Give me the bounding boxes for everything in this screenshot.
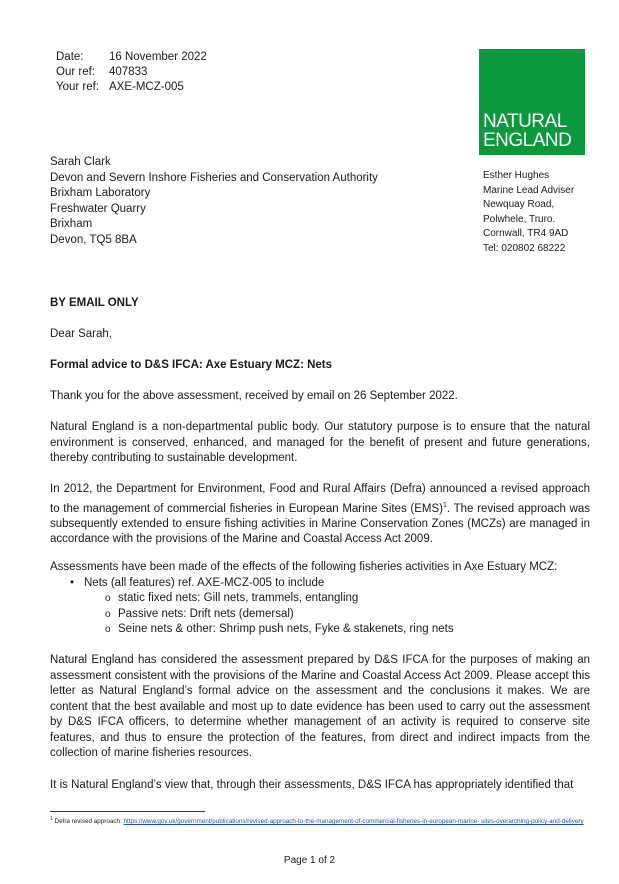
- recipient-line: Brixham Laboratory: [50, 187, 151, 200]
- date-value: 16 November 2022: [109, 51, 207, 63]
- sub-list: [84, 591, 590, 638]
- list-item: [50, 576, 590, 638]
- paragraph-1: Thank you for the above assessment, received by email on 26 September 2022.: [50, 390, 458, 402]
- paragraph-5: Natural England has considered the assessment prepared by D&S IFCA for the purposes of making an assessment consistent with the provisions of the Marine and Coastal Access Act 2009. Please accept this letter as Natural England’s formal advice on the assessment and the conclusions it makes. We are content that the best available and most up to date evidence has been used to carry out the assessment by D&S IFCA officers, to determine whether management of an activity is required to conserve site features, and thus to ensure the protection of the features, from direct and indirect impacts from the collection of marine fisheries resources.: [50, 654, 590, 759]
- footnote-number: 1: [50, 816, 53, 822]
- list-item: o Seine nets & other: Shrimp push nets, Fyke & stakenets, ring nets: [84, 622, 590, 638]
- sender-address: [483, 169, 574, 256]
- reference-block: [56, 50, 207, 95]
- sender-line: Polwhele, Truro.: [483, 213, 556, 225]
- sender-line: Cornwall, TR4 9AD: [483, 228, 569, 239]
- logo-line1: NATURAL: [483, 111, 567, 132]
- footnote-link[interactable]: https://www.gov.uk/government/publications/revised-approach-to-the-management-of-commercial-fisheries-in-european-marine- sites-overarching-policy-and-delivery: [123, 818, 584, 826]
- paragraph-6: It is Natural England’s view that, through their assessments, D&S IFCA has appropriately identified that: [50, 779, 574, 791]
- paragraph-4: [50, 560, 590, 638]
- sender-line: Esther Hughes: [483, 170, 550, 181]
- your-ref-label: Your ref:: [56, 81, 100, 93]
- footnote-reference: 1: [443, 501, 447, 509]
- list-item: o static fixed nets: Gill nets, trammels, entangling: [84, 591, 590, 607]
- recipient-line: Brixham: [50, 218, 93, 231]
- email-only-heading: BY EMAIL ONLY: [50, 297, 139, 309]
- list-item: o Passive nets: Drift nets (demersal): [84, 607, 590, 623]
- recipient-line: Devon and Severn Inshore Fisheries and Conservation Authority: [50, 171, 378, 184]
- your-ref-value: AXE-MCZ-005: [109, 81, 184, 93]
- logo-line2: ENGLAND: [483, 130, 572, 151]
- page-number: Page 1 of 2: [283, 855, 336, 866]
- footnote-divider: [50, 811, 205, 812]
- sender-line: Tel: 020802 68222: [483, 242, 566, 254]
- date-label: Date:: [56, 51, 84, 63]
- paragraph-2: Natural England is a non-departmental public body. Our statutory purpose is to ensure that the natural environment is conserved, enhanced, and managed for the benefit of present and future generations, thereby contributing to sustainable development.: [50, 421, 590, 464]
- bullet-text: Nets (all features) ref. AXE-MCZ-005 to include: [84, 576, 325, 589]
- paragraph-4-text: Assessments have been made of the effects of the following fisheries activities in Axe Estuary MCZ:: [50, 561, 558, 573]
- footnote: [50, 815, 590, 826]
- your-ref-row: [56, 80, 207, 95]
- subject-line: Formal advice to D&S IFCA: Axe Estuary MCZ: Nets: [50, 359, 333, 371]
- recipient-address: [50, 155, 378, 249]
- sender-line: Marine Lead Adviser: [483, 184, 575, 196]
- footnote-label: Defra revised approach:: [54, 818, 124, 826]
- activity-list: [50, 576, 590, 638]
- salutation: Dear Sarah,: [50, 328, 113, 340]
- sender-line: Newquay Road,: [483, 199, 555, 210]
- paragraph-3: [50, 482, 590, 548]
- date-row: [56, 50, 207, 65]
- our-ref-value: 407833: [109, 66, 148, 78]
- natural-england-logo: [479, 49, 585, 155]
- paragraph-3-text-a: In 2012, the Department for Environment, Food and Rural Affairs (Defra) announced a revised approach to the management of commercial fisheries in European Marine Sites (EMS): [50, 483, 590, 515]
- paragraph-3-text-b: . The revised approach was subsequently extended to ensure fishing activities in Marine Conservation Zones (MCZs) are managed in accordance with the provisions of the Marine and Coastal Access Act 2009.: [50, 502, 590, 546]
- our-ref-label: Our ref:: [56, 66, 95, 78]
- recipient-line: Sarah Clark: [50, 156, 111, 168]
- recipient-line: Devon, TQ5 8BA: [50, 233, 137, 246]
- our-ref-row: [56, 65, 207, 80]
- recipient-line: Freshwater Quarry: [50, 202, 146, 215]
